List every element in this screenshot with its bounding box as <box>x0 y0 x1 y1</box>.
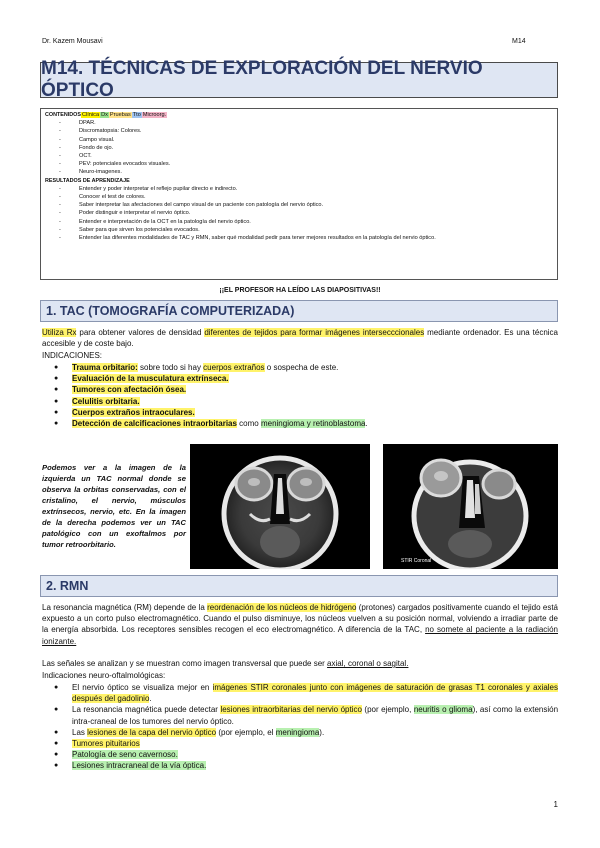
ind6-c: meningioma y retinoblastoma <box>260 419 366 429</box>
tac-p1-d: mediante ordenador. Es una técnica accesible y de coste bajo. <box>42 328 559 349</box>
list-item: - Saber interpretar las afectaciones del campo visual de un paciente con patología del nervio óptico. <box>79 201 553 209</box>
list-item <box>72 384 558 395</box>
list-item: - Poder distinguir e interpretar el nervio óptico. <box>79 209 553 217</box>
list-item: - Fondo de ojo. <box>79 144 553 152</box>
tag-microorg: Microorg. <box>142 112 167 118</box>
tac-p1-c: diferentes de tejidos para formar imágenes intersecccionales <box>204 328 425 337</box>
rmn-i1-c: . <box>149 694 152 704</box>
list-item: - Conocer el test de colores. <box>79 193 553 201</box>
header-author: Dr. Kazem Mousavi <box>42 38 103 45</box>
contents-label: CONTENIDOS <box>45 112 81 118</box>
list-item <box>72 704 558 726</box>
list-item <box>72 373 558 384</box>
contents-list <box>45 119 553 176</box>
list-item <box>72 738 558 749</box>
page-number: 1 <box>553 800 558 809</box>
ct-image-label: STIR Coronal <box>401 558 432 564</box>
tag-pruebas: Pruebas <box>109 112 131 118</box>
rmn-i1-b: imágenes STIR coronales junto con imágenes de saturación de grasas T1 coronales y axiales después del gadolinio <box>72 683 558 704</box>
rmn-paragraph-2 <box>42 658 558 669</box>
list-item: - Campo visual. <box>79 136 553 144</box>
list-item: - Saber para que sirven los potenciales evocados. <box>79 226 553 234</box>
section-heading-tac: 1. TAC (TOMOGRAFÍA COMPUTERIZADA) <box>40 300 558 322</box>
tac-indications-label: INDICACIONES: <box>42 351 103 360</box>
ct-normal-image <box>190 444 370 569</box>
rmn-i3-a: Las <box>72 727 88 737</box>
rmn-p2-b: axial, coronal o sagital. <box>327 659 409 668</box>
rmn-i2-c: (por ejemplo, <box>361 705 414 715</box>
header-code: M14 <box>512 38 526 45</box>
rmn-i3-b: lesiones de la capa del nervio óptico <box>87 727 217 737</box>
rmn-p1-d: no somete al paciente a la radiación ionizante. <box>42 625 558 646</box>
tac-p1-b: para obtener valores de densidad <box>76 328 205 337</box>
professor-notice: ¡¡EL PROFESOR HA LEÍDO LAS DIAPOSITIVAS!! <box>219 287 381 294</box>
list-item: - Entender las diferentes modalidades de TAC y RMN, saber qué modalidad pedir para tener mejores resultados en la patología del nervio óptico. <box>79 234 553 242</box>
rmn-i3-d: meningioma <box>275 727 320 737</box>
list-item <box>72 749 558 760</box>
list-item <box>72 418 558 429</box>
images-caption: Podemos ver a la imagen de la izquierda un TAC normal donde se observa la orbitas conservadas, con el cristalino, el nervio, músculos extrínsecos, nervio, etc. En la imagen de la derecha podemos ver un TAC patológico con un exoftalmos por tumor retroorbitario. <box>42 463 186 549</box>
rmn-i3-c: (por ejemplo, el <box>216 727 276 737</box>
rmn-i2-b: lesiones intraorbitarias del nervio óptico <box>220 705 362 715</box>
rmn-i2-d: neuritis o glioma <box>413 705 473 715</box>
rmn-p1-a: La resonancia magnética (RM) depende de la <box>42 603 208 612</box>
rmn-p1-c: (protones) cargados positivamente cuando el tejido está expuesto a un corto pulso electromagnético. Cuando el pulso disminuye, los núcleos vuelven a su posición normal, volviendo a irradiar parte de la energía absorbida. Los receptores sensibles recogen el eco electromagnético. A diferencia de la TAC, <box>42 603 558 635</box>
tac-p1-a: Utiliza Rx <box>42 328 77 337</box>
ind1-c: cuerpos extraños <box>203 363 265 372</box>
list-item: - Discromatopsia: Colores. <box>79 127 553 135</box>
list-item: - PEV: potenciales evocados visuales. <box>79 160 553 168</box>
rmn-i6: Lesiones intracraneal de la vía óptica. <box>72 761 207 771</box>
ind6-b: como <box>236 419 261 429</box>
rmn-i4: Tumores pituitarios <box>72 739 140 749</box>
tac-paragraph <box>42 327 558 349</box>
list-item: - DPAR. <box>79 119 553 127</box>
section-heading-rmn: 2. RMN <box>40 575 558 597</box>
list-item <box>72 396 558 407</box>
list-item: - Neuro-imagenes. <box>79 168 553 176</box>
rmn-p2-a: Las señales se analizan y se muestran como imagen transversal que puede ser <box>42 659 328 668</box>
tag-tto: Tto <box>132 112 141 118</box>
list-item <box>72 407 558 418</box>
list-item <box>72 362 558 373</box>
tag-clinica: Clínica <box>81 112 100 118</box>
rmn-indications <box>42 682 558 772</box>
rmn-i1-a: El nervio óptico se visualiza mejor en <box>72 683 213 692</box>
rmn-i3-e: ). <box>319 727 325 737</box>
ind4: Celulitis orbitaria. <box>72 396 140 406</box>
ind5: Cuerpos extraños intraoculares. <box>72 407 195 417</box>
rmn-indications-label: Indicaciones neuro-oftalmológicas: <box>42 671 166 680</box>
contents-box <box>40 108 558 280</box>
ind1-a: Trauma orbitario: <box>72 363 138 372</box>
list-item <box>72 727 558 738</box>
rmn-i5: Patología de seno cavernoso. <box>72 750 178 760</box>
results-label: RESULTADOS DE APRENDIZAJE <box>45 177 130 184</box>
rmn-p1-b: reordenación de los núcleos de hidrógeno <box>207 603 357 612</box>
ind1-b: sobre todo si hay <box>137 363 204 372</box>
ind6-d: . <box>365 419 368 429</box>
list-item: - OCT. <box>79 152 553 160</box>
results-list <box>45 185 553 242</box>
tag-dx: Dx <box>101 112 108 118</box>
rmn-paragraph <box>42 602 558 647</box>
ct-pathological-image <box>383 444 558 569</box>
rmn-i2-a: La resonancia magnética puede detectar <box>72 705 221 715</box>
ind6-a: Detección de calcificaciones intraorbitarias <box>72 419 237 429</box>
rmn-i2-e: ), así como la extensión intra-craneal de los tumores del nervio óptico. <box>72 705 559 726</box>
ind2: Evaluación de la musculatura extrínseca. <box>72 374 229 384</box>
list-item: - Entender y poder interpretar el reflejo pupilar directo e indirecto. <box>79 185 553 193</box>
list-item <box>72 682 558 704</box>
tac-indications <box>42 362 558 429</box>
list-item: - Entender e interpretación de la OCT en la patología del nervio óptico. <box>79 218 553 226</box>
ind3: Tumores con afectación ósea. <box>72 385 187 395</box>
list-item <box>72 760 558 771</box>
ind1-d: o sospecha de este. <box>264 363 339 372</box>
page-title: M14. TÉCNICAS DE EXPLORACIÓN DEL NERVIO ÓPTICO <box>40 62 558 98</box>
